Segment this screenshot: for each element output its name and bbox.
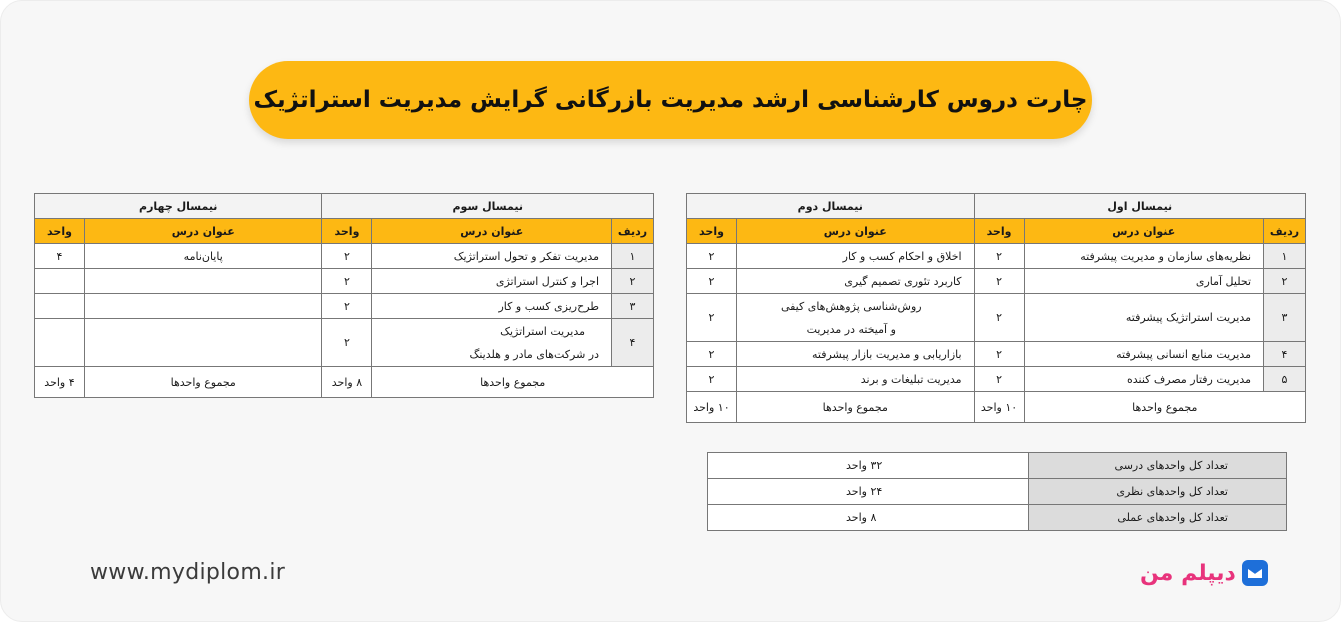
course-title: مدیریت تفکر و تحول استراتژیک <box>372 244 612 269</box>
semester-3-name: نیمسال سوم <box>322 194 654 219</box>
course-title-line-2: و آمیخته در مدیریت <box>806 322 896 336</box>
course-units: ۲ <box>687 244 737 269</box>
course-title-line-2: در شرکت‌های مادر و هلدینگ <box>469 347 600 361</box>
summary-row <box>708 453 1287 479</box>
course-units: ۲ <box>974 367 1024 392</box>
table-row <box>35 269 654 294</box>
row-number: ۱ <box>1264 244 1306 269</box>
course-title-header: عنوان درس <box>736 219 974 244</box>
diplom-logo-icon <box>1242 560 1268 586</box>
row-number: ۴ <box>612 319 654 367</box>
row-num-header: ردیف <box>1264 219 1306 244</box>
empty-cell <box>84 319 322 367</box>
course-units: ۴ <box>35 244 85 269</box>
semester-2-name: نیمسال دوم <box>687 194 975 219</box>
row-number: ۳ <box>612 294 654 319</box>
summary-row <box>708 479 1287 505</box>
total-label: مجموع واحدها <box>1024 392 1306 423</box>
course-units: ۲ <box>687 342 737 367</box>
brand-logo <box>1140 560 1268 586</box>
units-header: واحد <box>35 219 85 244</box>
course-title: اخلاق و احکام کسب و کار <box>736 244 974 269</box>
page-title: چارت دروس کارشناسی ارشد مدیریت بازرگانی گرایش مدیریت استراتژیک <box>253 87 1088 113</box>
summary-value: ۲۴ واحد <box>708 479 1029 505</box>
empty-cell <box>84 269 322 294</box>
summary-row <box>708 505 1287 531</box>
course-title <box>372 319 612 367</box>
empty-cell <box>35 319 85 367</box>
semester-4-name: نیمسال چهارم <box>35 194 322 219</box>
total-label: مجموع واحدها <box>84 367 322 398</box>
row-number: ۲ <box>1264 269 1306 294</box>
table-row <box>687 367 1306 392</box>
units-summary-table <box>707 452 1287 531</box>
summary-value: ۳۲ واحد <box>708 453 1029 479</box>
course-units: ۲ <box>974 269 1024 294</box>
course-title: بازاریابی و مدیریت بازار پیشرفته <box>736 342 974 367</box>
column-header-row <box>35 219 654 244</box>
course-title: مدیریت تبلیغات و برند <box>736 367 974 392</box>
website-url[interactable]: www.mydiplom.ir <box>90 560 286 585</box>
semester-header-row <box>35 194 654 219</box>
table-row <box>687 269 1306 294</box>
total-row <box>35 367 654 398</box>
empty-cell <box>35 294 85 319</box>
course-title: مدیریت رفتار مصرف کننده <box>1024 367 1264 392</box>
table-row <box>35 319 654 367</box>
semester-1-name: نیمسال اول <box>974 194 1305 219</box>
course-units: ۲ <box>974 342 1024 367</box>
table-row <box>35 294 654 319</box>
course-units: ۲ <box>687 269 737 294</box>
row-num-header: ردیف <box>612 219 654 244</box>
table-row <box>687 342 1306 367</box>
summary-label: تعداد کل واحدهای نظری <box>1029 479 1287 505</box>
total-label: مجموع واحدها <box>372 367 654 398</box>
row-number: ۲ <box>612 269 654 294</box>
semester-header-row <box>687 194 1306 219</box>
course-title: کاربرد تئوری تصمیم گیری <box>736 269 974 294</box>
empty-cell <box>35 269 85 294</box>
total-row <box>687 392 1306 423</box>
row-number: ۱ <box>612 244 654 269</box>
course-title: پایان‌نامه <box>84 244 322 269</box>
column-header-row <box>687 219 1306 244</box>
row-number: ۳ <box>1264 294 1306 342</box>
semesters-1-2-table <box>686 193 1306 423</box>
total-units: ۸ واحد <box>322 367 372 398</box>
brand-name: دیپلم من <box>1140 560 1236 586</box>
units-header: واحد <box>687 219 737 244</box>
course-title: اجرا و کنترل استراتژی <box>372 269 612 294</box>
summary-value: ۸ واحد <box>708 505 1029 531</box>
total-units: ۴ واحد <box>35 367 85 398</box>
row-number: ۵ <box>1264 367 1306 392</box>
course-units: ۲ <box>322 244 372 269</box>
course-title-header: عنوان درس <box>1024 219 1264 244</box>
summary-label: تعداد کل واحدهای عملی <box>1029 505 1287 531</box>
course-units: ۲ <box>687 294 737 342</box>
course-title: تحلیل آماری <box>1024 269 1264 294</box>
table-row <box>687 294 1306 342</box>
table-row <box>35 244 654 269</box>
semesters-3-4-table <box>34 193 654 398</box>
row-number: ۴ <box>1264 342 1306 367</box>
course-title-header: عنوان درس <box>84 219 322 244</box>
course-title: طرح‌ریزی کسب و کار <box>372 294 612 319</box>
total-units: ۱۰ واحد <box>974 392 1024 423</box>
course-units: ۲ <box>974 244 1024 269</box>
total-label: مجموع واحدها <box>736 392 974 423</box>
course-units: ۲ <box>322 269 372 294</box>
course-title: نظریه‌های سازمان و مدیریت پیشرفته <box>1024 244 1264 269</box>
course-title-line-1: مدیریت استراتژیک <box>500 324 586 338</box>
course-title <box>736 294 974 342</box>
empty-cell <box>84 294 322 319</box>
course-title: مدیریت منابع انسانی پیشرفته <box>1024 342 1264 367</box>
units-header: واحد <box>974 219 1024 244</box>
course-units: ۲ <box>322 294 372 319</box>
course-units: ۲ <box>322 319 372 367</box>
course-title: مدیریت استراتژیک پیشرفته <box>1024 294 1264 342</box>
total-units: ۱۰ واحد <box>687 392 737 423</box>
units-header: واحد <box>322 219 372 244</box>
course-units: ۲ <box>687 367 737 392</box>
title-banner <box>249 61 1092 139</box>
course-units: ۲ <box>974 294 1024 342</box>
course-title-line-1: روش‌شناسی پژوهش‌های کیفی <box>780 299 922 313</box>
course-title-header: عنوان درس <box>372 219 612 244</box>
summary-label: تعداد کل واحدهای درسی <box>1029 453 1287 479</box>
table-row <box>687 244 1306 269</box>
